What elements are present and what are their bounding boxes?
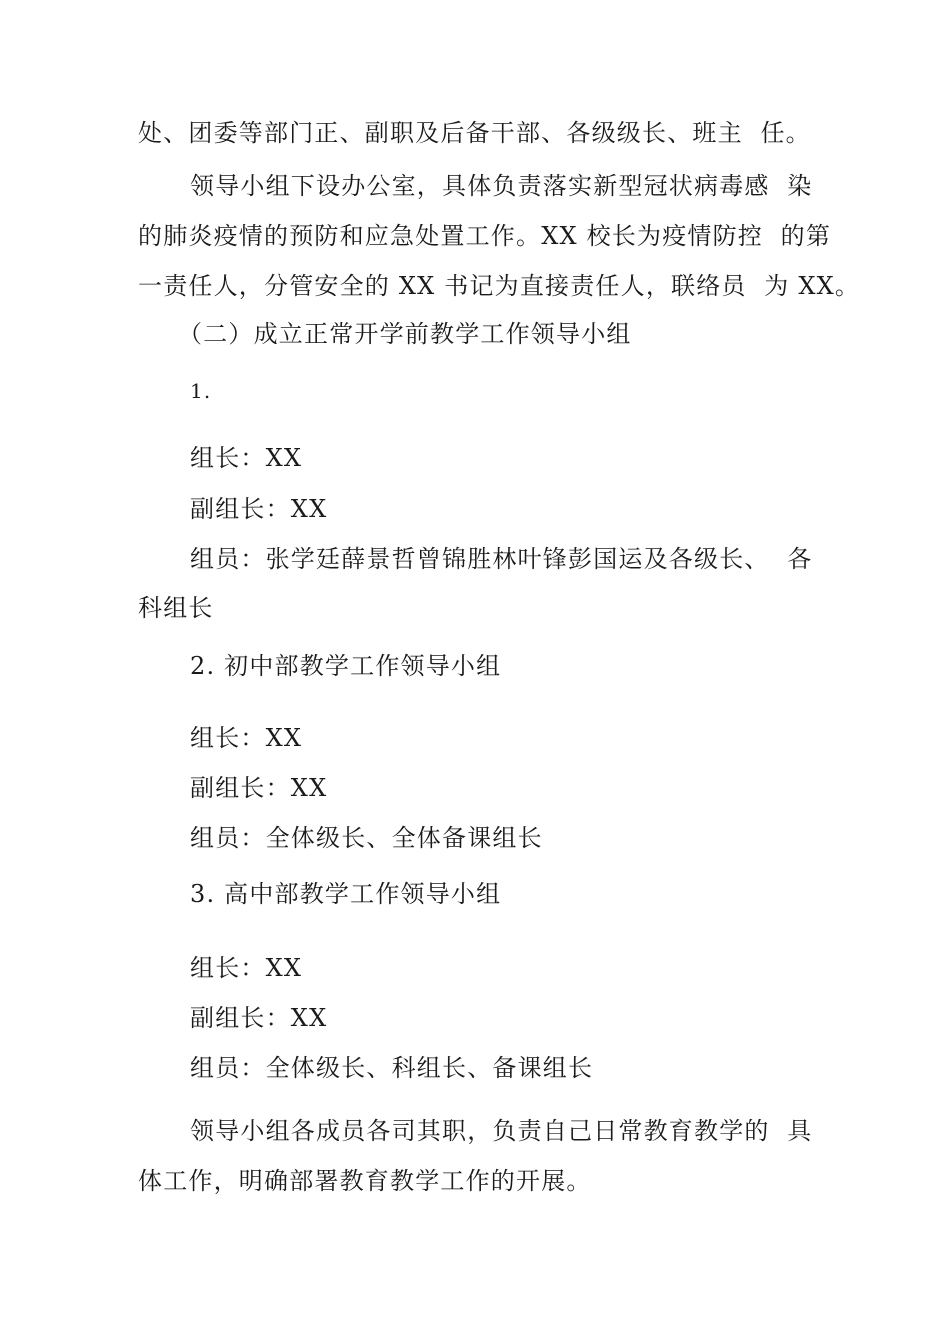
paragraph-line: 处、团委等部门正、副职及后备干部、各级级长、班主 任。 bbox=[138, 119, 811, 147]
leader-line: 组长：XX bbox=[190, 444, 303, 472]
members-line-continued: 科组长 bbox=[138, 594, 214, 622]
members-line: 组员：张学廷薛景哲曾锦胜林叶锋彭国运及各级长、 各 bbox=[190, 545, 813, 573]
paragraph-line: 领导小组下设办公室，具体负责落实新型冠状病毒感 染 bbox=[190, 172, 813, 200]
paragraph-line: 的肺炎疫情的预防和应急处置工作。XX 校长为疫情防控 的第 bbox=[138, 222, 832, 250]
leader-line: 组长：XX bbox=[190, 724, 303, 752]
deputy-leader-line: 副组长：XX bbox=[190, 495, 328, 523]
section-heading: （二）成立正常开学前教学工作领导小组 bbox=[178, 320, 632, 348]
paragraph-line: 领导小组各成员各司其职，负责自己日常教育教学的 具 bbox=[190, 1117, 813, 1145]
leader-line: 组长：XX bbox=[190, 954, 303, 982]
members-line: 组员：全体级长、全体备课组长 bbox=[190, 824, 543, 852]
deputy-leader-line: 副组长：XX bbox=[190, 1004, 328, 1032]
paragraph-line: 体工作，明确部署教育教学工作的开展。 bbox=[138, 1167, 592, 1195]
subsection-heading: 3. 高中部教学工作领导小组 bbox=[190, 880, 502, 908]
subsection-heading: 2. 初中部教学工作领导小组 bbox=[190, 652, 502, 680]
members-line: 组员：全体级长、科组长、备课组长 bbox=[190, 1054, 594, 1082]
list-number: 1. bbox=[190, 379, 212, 403]
deputy-leader-line: 副组长：XX bbox=[190, 774, 328, 802]
paragraph-line: 一责任人，分管安全的 XX 书记为直接责任人，联络员 为 XX。 bbox=[138, 272, 861, 300]
